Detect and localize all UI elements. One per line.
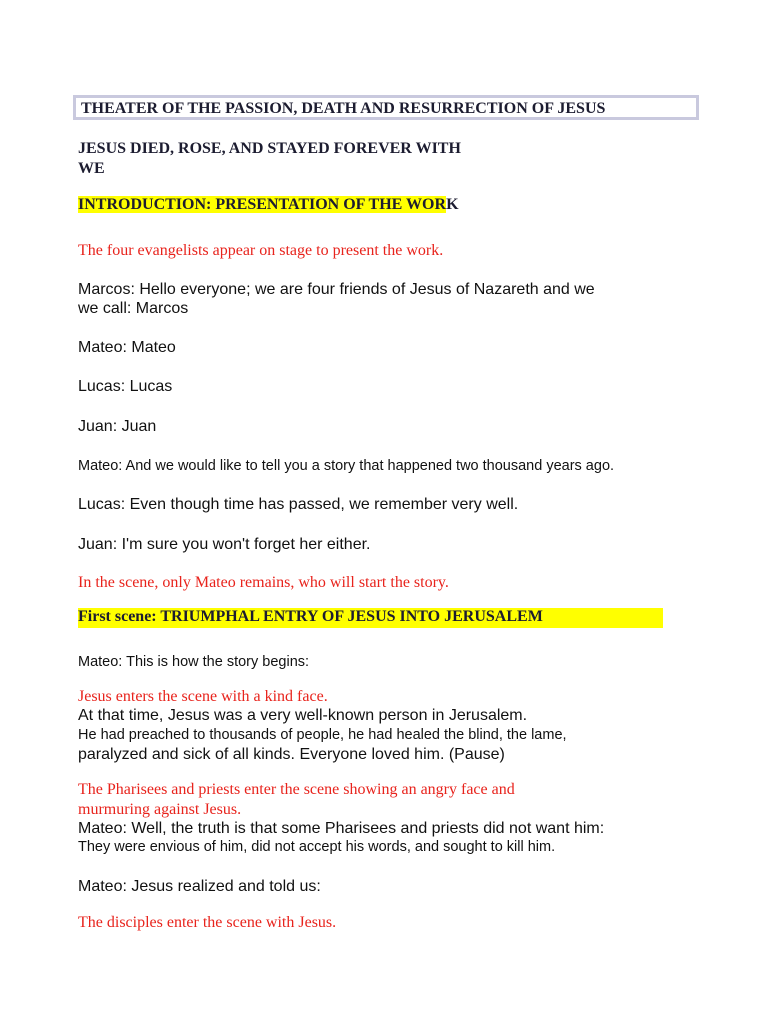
stage-direction-4a: The Pharisees and priests enter the scene showing an angry face and	[78, 781, 515, 798]
mateo-begins-line: Mateo: This is how the story begins:	[78, 654, 310, 670]
scene-1-title: TRIUMPHAL ENTRY OF JESUS INTO JERUSALEM	[160, 608, 543, 625]
intro-heading-highlight: INTRODUCTION: PRESENTATION OF THE WOR	[78, 196, 447, 213]
intro-heading-tail: K	[446, 196, 459, 213]
mateo-realized-line: Mateo: Jesus realized and told us:	[78, 878, 321, 895]
stage-direction-4b: murmuring against Jesus.	[78, 801, 242, 818]
mateo-truth-line: Mateo: Well, the truth is that some Pharisees and priests did not want him:	[78, 820, 605, 837]
stage-direction-3: Jesus enters the scene with a kind face.	[78, 688, 328, 705]
scene-1-label: First scene:	[78, 608, 161, 625]
narration-line-3: paralyzed and sick of all kinds. Everyone loved him. (Pause)	[78, 746, 505, 763]
mateo-name-line: Mateo: Mateo	[78, 339, 176, 356]
mateo-story-line: Mateo: And we would like to tell you a story that happened two thousand years ago.	[78, 458, 615, 474]
marcos-line-2: we call: Marcos	[78, 300, 189, 317]
lucas-name-line: Lucas: Lucas	[78, 378, 173, 395]
title-box	[73, 95, 699, 120]
stage-direction-2: In the scene, only Mateo remains, who will start the story.	[78, 574, 449, 591]
subtitle-line-1: JESUS DIED, ROSE, AND STAYED FOREVER WITH	[78, 140, 461, 157]
marcos-line-1: Marcos: Hello everyone; we are four friends of Jesus of Nazareth and we	[78, 281, 595, 298]
lucas-remember-line: Lucas: Even though time has passed, we remember very well.	[78, 496, 519, 513]
juan-name-line: Juan: Juan	[78, 418, 157, 435]
scene-1-heading	[78, 608, 663, 628]
narration-line-1: At that time, Jesus was a very well-known person in Jerusalem.	[78, 707, 528, 724]
intro-heading	[78, 196, 459, 214]
document-title: THEATER OF THE PASSION, DEATH AND RESURRECTION OF JESUS	[81, 100, 606, 117]
juan-sure-line: Juan: I'm sure you won't forget her either.	[78, 536, 371, 553]
subtitle-line-2: WE	[78, 160, 105, 177]
stage-direction-5: The disciples enter the scene with Jesus.	[78, 914, 337, 931]
stage-direction-1: The four evangelists appear on stage to present the work.	[78, 242, 444, 259]
envious-line: They were envious of him, did not accept his words, and sought to kill him.	[78, 839, 556, 855]
narration-line-2: He had preached to thousands of people, he had healed the blind, the lame,	[78, 727, 567, 743]
